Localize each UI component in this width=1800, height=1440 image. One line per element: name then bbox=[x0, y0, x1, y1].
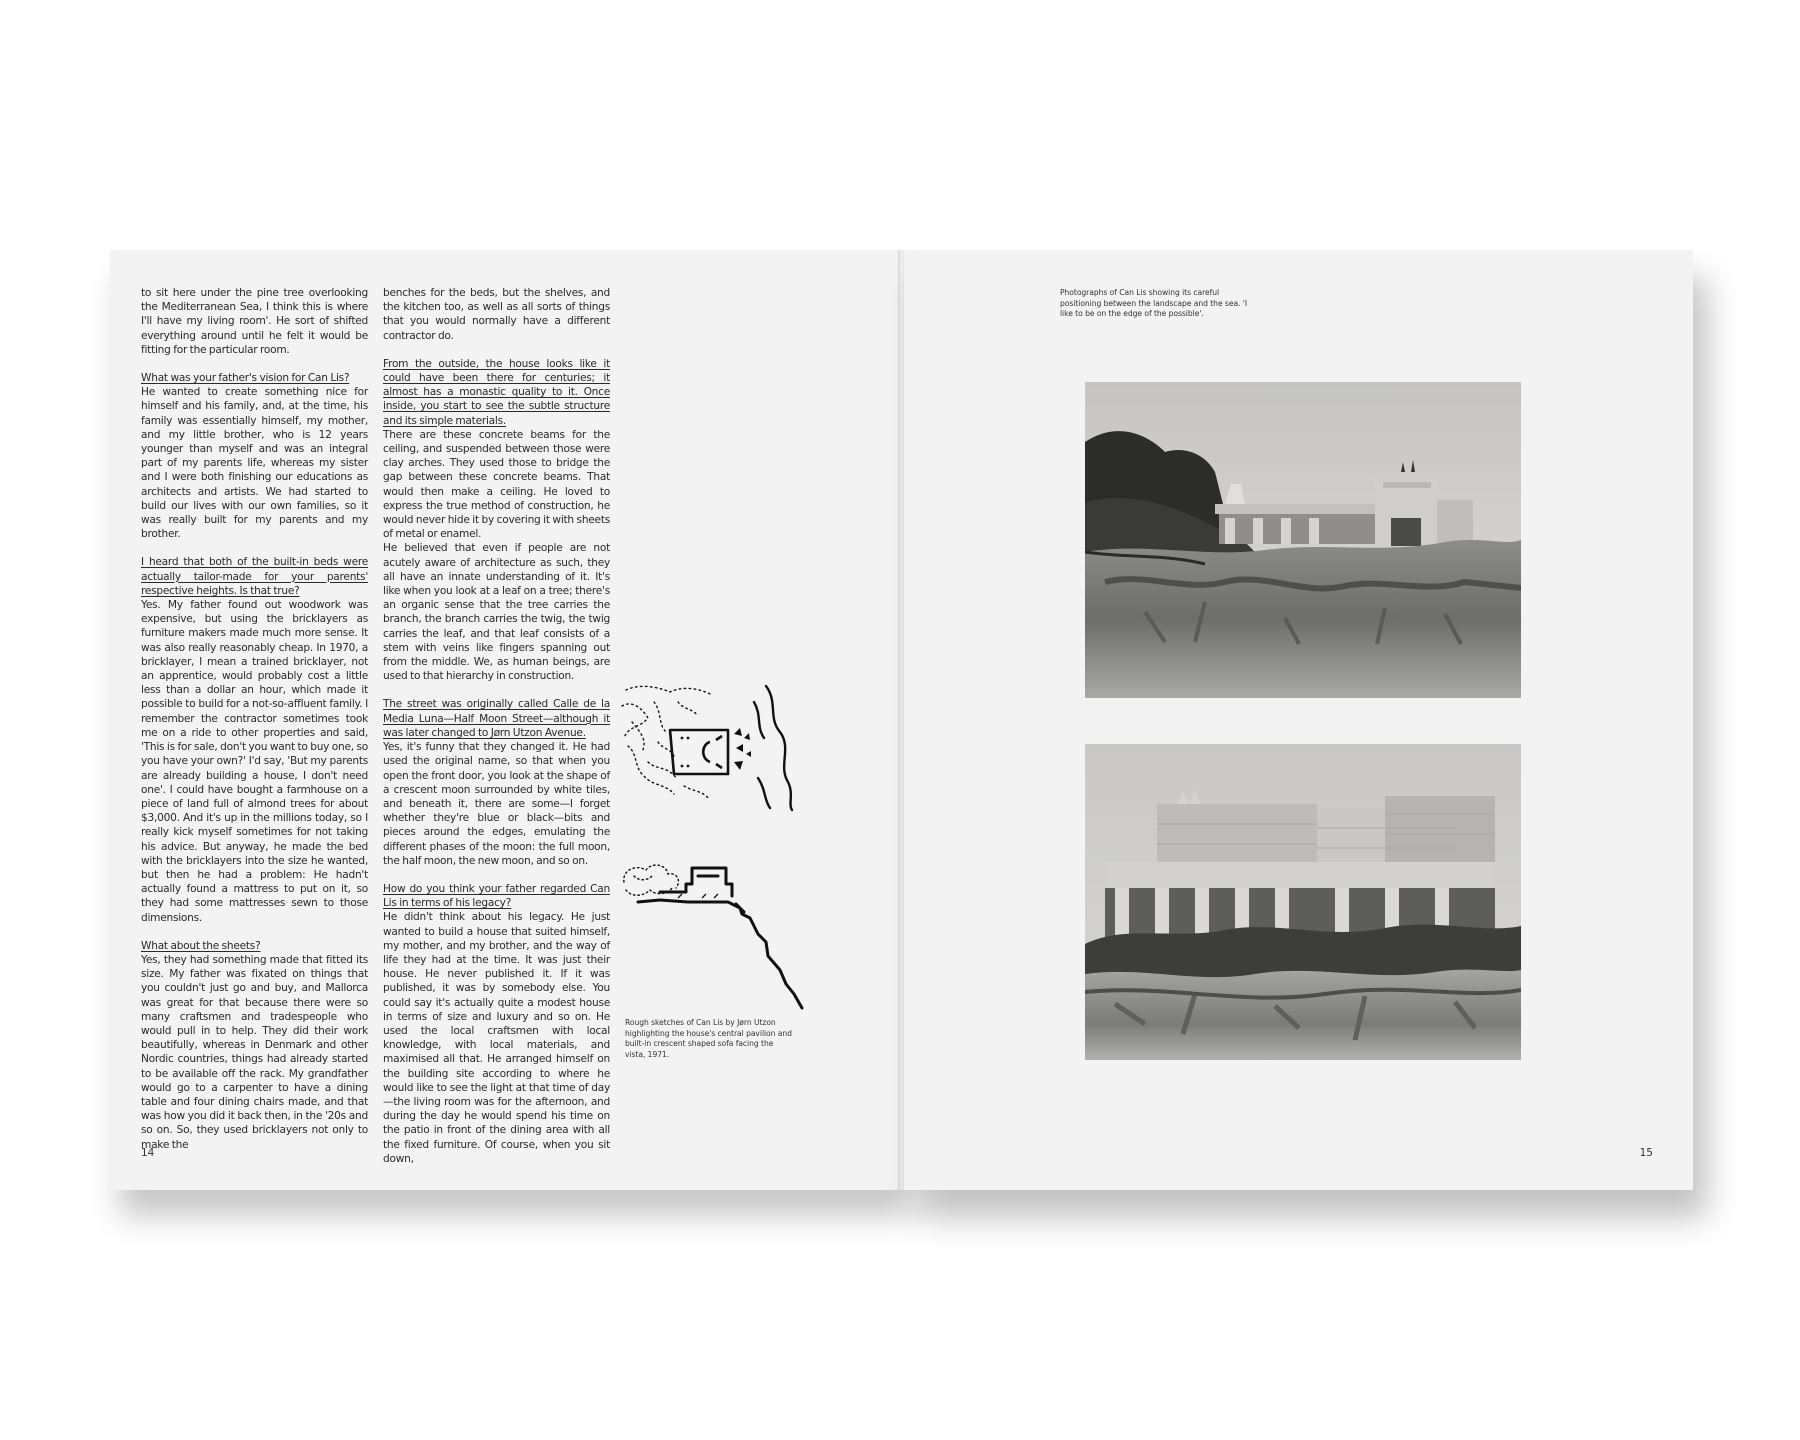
paragraph: He wanted to create something nice for himself and his family, and, at the time, his family was essentially himself, my mother, and my little brother, who is 12 years younger than myself and was an integral part of my parents life, whereas my sister and I were both finishing our educations as architects and artists. We had started to build our lives with our own families, so it was really built for my parents and my brother. bbox=[141, 386, 368, 541]
paragraph: He believed that even if people are not acutely aware of architecture as such, they all have an innate understanding of it. It's like when you look at a leaf on a tree; there's an organic sense that the tree carries the branch, the branch carries the twig, the twig carries the leaf, and that leaf consists of a stem with veins like fingers spanning out from the middle. We, as human beings, are used to that hierarchy in construction. bbox=[383, 542, 610, 683]
sketch-caption: Rough sketches of Can Lis by Jørn Utzon highlighting the house's central pavilion and built-in crescent shaped sofa facing the vista, 1971. bbox=[625, 1018, 792, 1059]
paragraph: Yes, they had something made that fitted its size. My father was fixated on things that you couldn't just go and buy, and Mallorca was great for that because there were so many craftsmen and tradespeople who would pull in to help. They did their work beautifully, whereas in Denmark and other Nordic countries, things had already started to be available off the rack. My grandfather would go to a carpenter to have a dining table and four dining chairs made, and that was how you did it back then, in the '20s and so on. So, they used bricklayers not only to make the bbox=[141, 953, 368, 1151]
paragraph: benches for the beds, but the shelves, and the kitchen too, as well as all sorts of things that you would normally have a different contractor do. bbox=[383, 287, 610, 342]
book-spread bbox=[110, 250, 1693, 1190]
interview-question: How do you think your father regarded Can Lis in terms of his legacy? bbox=[383, 882, 610, 910]
left-page bbox=[110, 250, 900, 1190]
paragraph: Yes. My father found out woodwork was expensive, but using the bricklayers as furniture makers made much more sense. It was also really reasonably cheap. In 1970, a bricklayer, I mean a trained bricklayer, not an apprentice, would probably cost a little less than a dollar an hour, which made it possible to build for a not-so-affluent family. I remember the contractor sometimes took me on a ride to other properties and said, 'This is for sale, don't you want to buy one, so you have your own?' I'd say, 'But my parents are already building a house, I don't need one'. I could have bought a farmhouse on a piece of land full of almond trees for about $3,000. And it's up in the millions today, so I really kick myself sometimes for not taking his advice. But anyway, he made the bed with the bricklayers into the size he wanted, but then he had a problem: He hadn't actually found a mattress to put on it, so they had some mattresses sewn to those dimensions. bbox=[141, 599, 369, 924]
paragraph: There are these concrete beams for the ceiling, and suspended between those were clay arches. They used those to bridge the gap between these concrete beams. That would then make a ceiling. He loved to express the true method of construction, he would never hide it by covering it with sheets of metal or enamel. bbox=[383, 428, 610, 541]
page-number-left: 14 bbox=[141, 1147, 155, 1159]
plan-sketch bbox=[618, 682, 806, 812]
interview-question: The street was originally called Calle de la Media Luna—Half Moon Street—although it was later changed to Jørn Utzon Avenue. bbox=[383, 698, 610, 739]
text-column-2 bbox=[383, 286, 610, 1166]
paragraph: to sit here under the pine tree overlooking the Mediterranean Sea, I think this is where I'll have my living room'. He sort of shifted everything around until he felt it would be fitting for the particular room. bbox=[141, 287, 368, 356]
text-column-1 bbox=[141, 286, 368, 1152]
paragraph: Yes, it's funny that they changed it. He had used the original name, so that when you open the front door, you look at the shape of a crescent moon surrounded by white tiles, and beneath it, there are some—I forget whether they're blue or black—bits and pieces around the edges, emulating the different phases of the moon: the full moon, the half moon, the new moon, and so on. bbox=[383, 741, 610, 867]
house-photo-facade bbox=[1085, 744, 1521, 1060]
paragraph: He didn't think about his legacy. He just wanted to build a house that suited himself, my mother, and my brother, and the way of life they had at the time. It was just their house. He never published it. If it was published, it was by somebody else. You could say it's actually quite a modest house in terms of size and luxury and so on. He used the local craftsmen with local knowledge, with local materials, and maximised all that. He arranged himself on the building site according to where he would like to see the light at that time of day—the living room was for the afternoon, and during the day he would spend his time on the patio in front of the dining area with all the fixed furniture. Of course, when you sit down, bbox=[383, 911, 610, 1165]
photo-caption: Photographs of Can Lis showing its careful positioning between the landscape and the sea. 'I like to be on the edge of the possible'. bbox=[1060, 288, 1248, 318]
interview-question: What about the sheets? bbox=[141, 939, 261, 952]
page-number-right: 15 bbox=[1639, 1147, 1653, 1159]
interview-question: From the outside, the house looks like it could have been there for centuries; it almost has a monastic quality to it. Once inside, you start to see the subtle structure and its simple materials. bbox=[383, 357, 610, 427]
house-photo-coast bbox=[1085, 382, 1521, 698]
right-page bbox=[904, 250, 1693, 1190]
interview-question: I heard that both of the built-in beds were actually tailor-made for your parents' respective heights. Is that true? bbox=[141, 556, 368, 597]
section-sketch bbox=[618, 862, 808, 1012]
interview-question: What was your father's vision for Can Lis? bbox=[141, 372, 350, 385]
